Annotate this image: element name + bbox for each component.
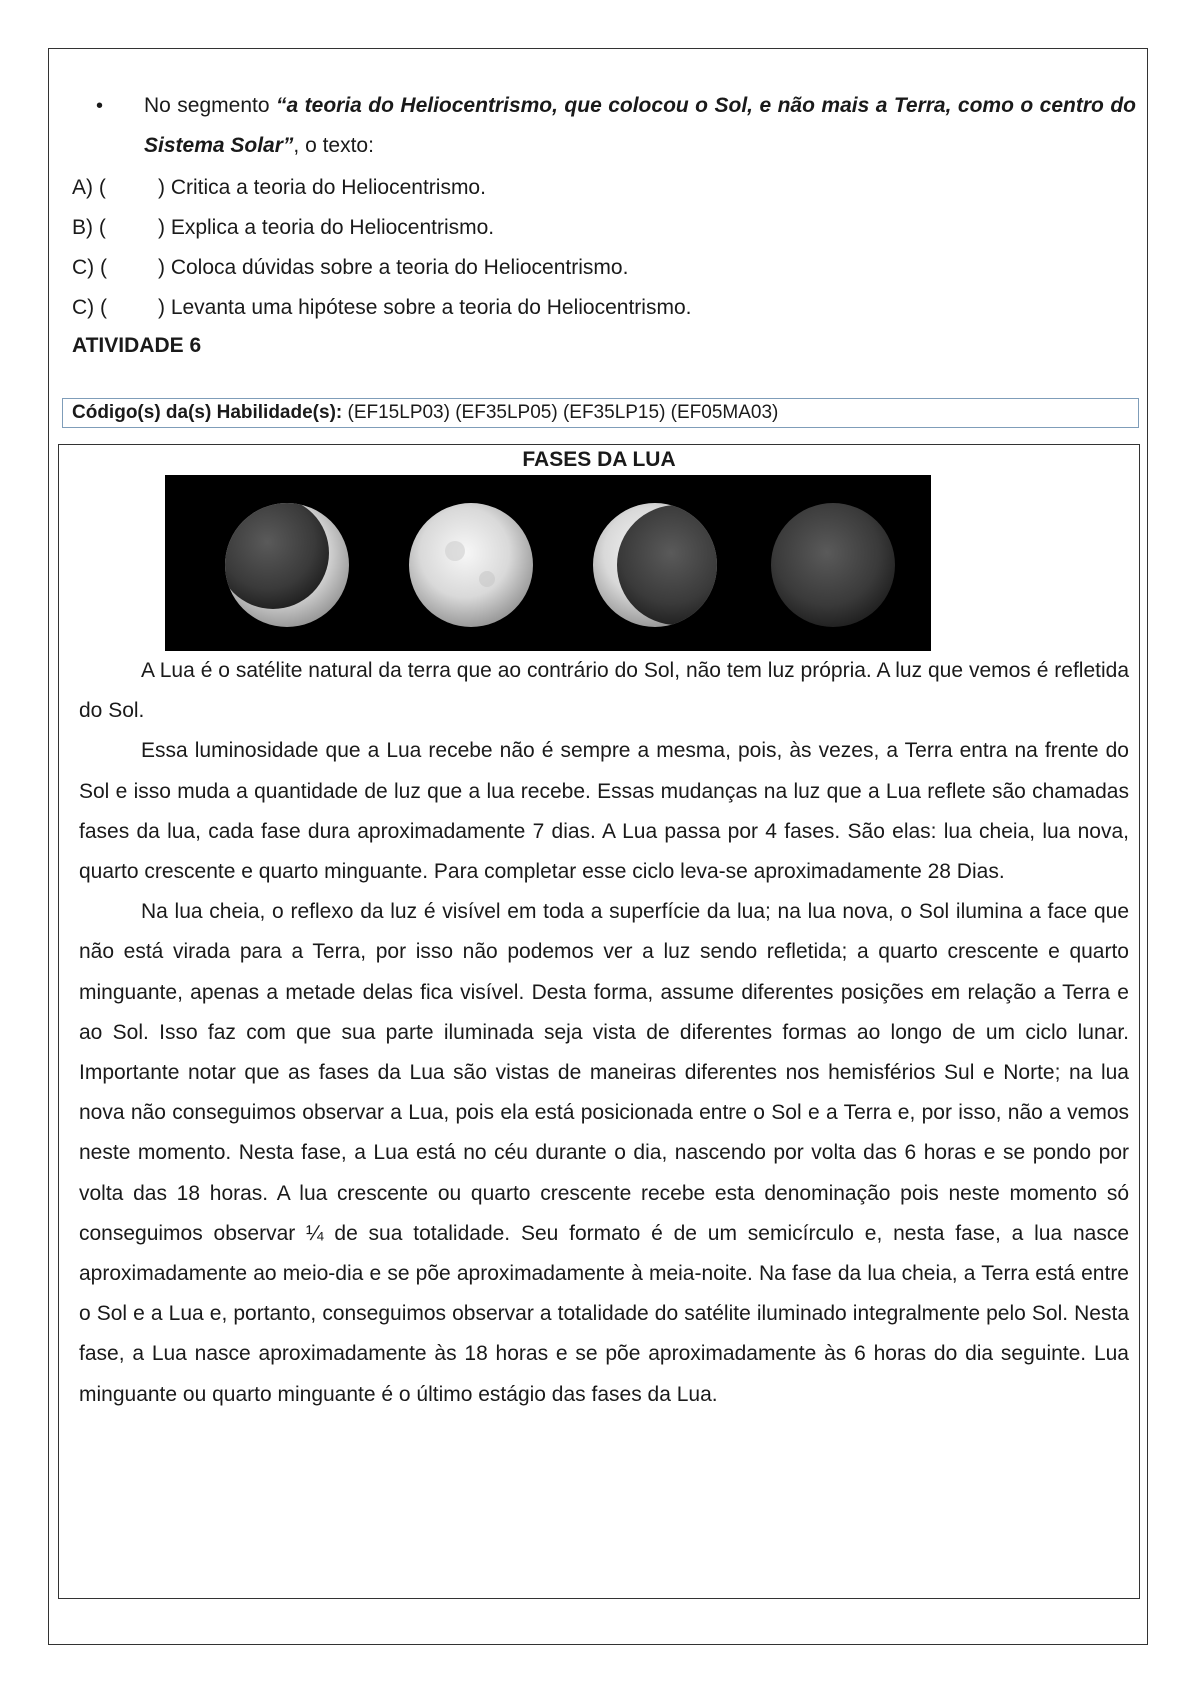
option-letter: C) (	[72, 256, 107, 279]
option-letter: B) (	[72, 216, 106, 239]
option-letter: C) (	[72, 296, 107, 319]
option-d[interactable]	[72, 288, 691, 328]
skills-codes: (EF15LP03) (EF35LP05) (EF35LP15) (EF05MA03)	[342, 402, 779, 423]
option-text: ) Critica a teoria do Heliocentrismo.	[158, 176, 486, 199]
skills-codes-box	[62, 398, 1139, 428]
question-text	[106, 86, 1136, 166]
skills-label: Código(s) da(s) Habilidade(s):	[72, 402, 343, 423]
bullet-icon: •	[96, 95, 104, 117]
option-text: ) Levanta uma hipótese sobre a teoria do Heliocentrismo.	[158, 296, 692, 319]
question-suffix: , o texto:	[293, 134, 374, 157]
paragraph: Essa luminosidade que a Lua recebe não é sempre a mesma, pois, às vezes, a Terra entra na frente do Sol e isso muda a quantidade de luz que a lua recebe. Essas mudanças na luz que a Lua reflete são chamadas fases da lua, cada fase dura aproximadamente 7 dias. A Lua passa por 4 fases. São elas: lua cheia, lua nova, quarto crescente e quarto minguante. Para completar esse ciclo leva-se aproximadamente 28 Dias.	[79, 739, 1129, 884]
moon-new	[771, 503, 895, 627]
moon-phases-image	[165, 475, 931, 651]
question-quote: “a teoria do Heliocentrismo, que colocou o Sol, e não mais a Terra, como o centro do Sistema Solar”	[144, 94, 1136, 157]
article-box	[58, 444, 1140, 1599]
option-c[interactable]	[72, 248, 691, 288]
moon-full	[409, 503, 533, 627]
paragraph: A Lua é o satélite natural da terra que ao contrário do Sol, não tem luz própria. A luz que vemos é refletida do Sol.	[79, 659, 1129, 723]
option-text: ) Coloca dúvidas sobre a teoria do Heliocentrismo.	[158, 256, 629, 279]
activity-title: ATIVIDADE 6	[72, 334, 202, 357]
answer-options	[72, 168, 691, 328]
option-letter: A) (	[72, 176, 106, 199]
question-item	[96, 86, 1136, 166]
article-title: FASES DA LUA	[522, 448, 676, 471]
option-text: ) Explica a teoria do Heliocentrismo.	[158, 216, 495, 239]
option-b[interactable]	[72, 208, 691, 248]
option-a[interactable]	[72, 168, 691, 208]
question-prefix: No segmento	[144, 94, 276, 117]
article-body	[79, 651, 1129, 1415]
paragraph: Na lua cheia, o reflexo da luz é visível em toda a superfície da lua; na lua nova, o Sol ilumina a face que não está virada para a Terra, por isso não podemos ver a luz sendo refletida; a quarto crescente e quarto minguante, apenas a metade delas fica visível. Desta forma, assume diferentes posições em relação a Terra e ao Sol. Isso faz com que sua parte iluminada seja vista de diferentes formas ao longo de um ciclo lunar. Importante notar que as fases da Lua são vistas de maneiras diferentes nos hemisférios Sul e Norte; na lua nova não conseguimos observar a Lua, pois ela está posicionada entre o Sol e a Terra e, por isso, não a vemos neste momento. Nesta fase, a Lua está no céu durante o dia, nascendo por volta das 6 horas e se pondo por volta das 18 horas. A lua crescente ou quarto crescente recebe esta denominação pois neste momento só conseguimos observar ¼ de sua totalidade. Seu formato é de um semicírculo e, nesta fase, a lua nasce aproximadamente ao meio-dia e se põe aproximadamente à meia-noite. Na fase da lua cheia, a Terra está entre o Sol e a Lua e, portanto, conseguimos observar a totalidade do satélite iluminado integralmente pelo Sol. Nesta fase, a Lua nasce aproximadamente às 18 horas e se põe aproximadamente às 6 horas do dia seguinte. Lua minguante ou quarto minguante é o último estágio das fases da Lua.	[79, 900, 1129, 1406]
